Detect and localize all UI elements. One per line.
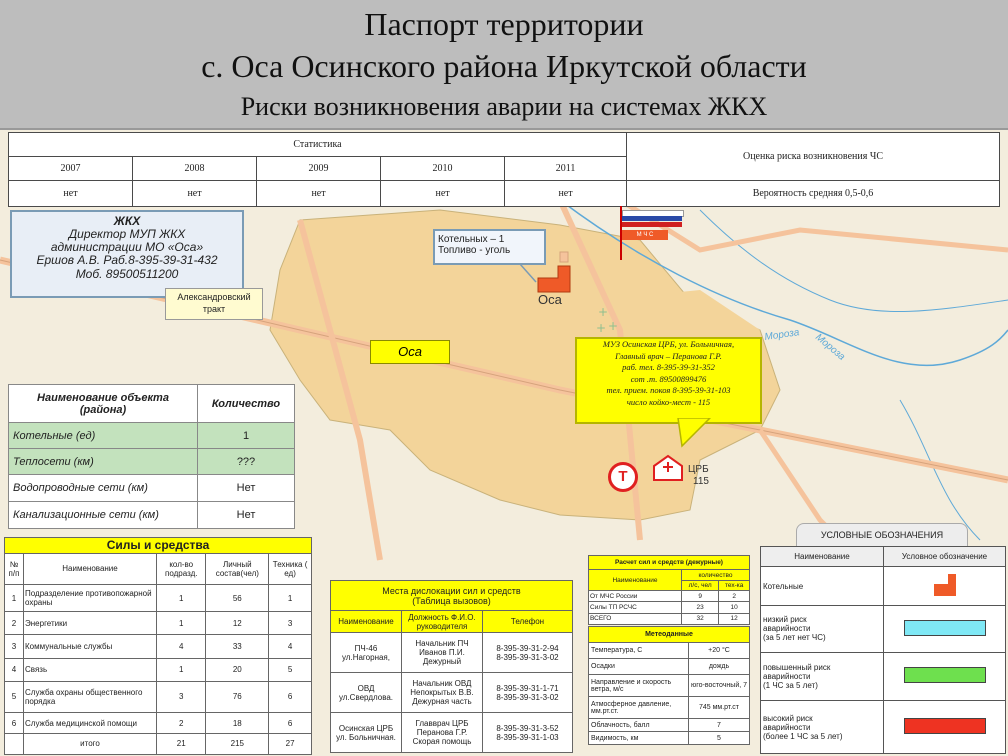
hospital-callout-pointer xyxy=(676,418,716,448)
object-name: Котельные (ед) xyxy=(9,423,198,449)
calls-phone: 8-395-39-31-3-02 xyxy=(496,692,559,702)
calc-cell: ВСЕГО xyxy=(589,613,682,624)
calls-person: Скорая помощь xyxy=(412,737,472,746)
forces-cell: 3 xyxy=(5,635,24,658)
river-label-1: Мороза xyxy=(763,327,801,343)
boiler-icon xyxy=(518,262,574,296)
calls-title: Места дислокации сил и средств xyxy=(382,585,521,596)
forces-header: № п/п xyxy=(5,553,24,584)
calls-unit: Осинская ЦРБ xyxy=(338,723,394,733)
osa-label-box: Оса xyxy=(370,340,450,364)
calls-person: Дежурная часть xyxy=(412,697,472,706)
hospital-line: сот .т. 89500899476 xyxy=(630,373,707,384)
calls-address: ул.Нагорная, xyxy=(341,652,390,662)
meteo-param: Видимость, км xyxy=(589,732,689,745)
cross-symbol-2: + xyxy=(608,319,619,333)
calc-header-ls: л/с, чел xyxy=(682,580,719,590)
mchs-flag xyxy=(620,206,690,262)
calls-address: ул.Свердлова. xyxy=(338,692,394,702)
calls-phone: 8-395-39-31-1-71 xyxy=(496,683,559,693)
hospital-line: тел. прием. покоя 8-395-39-31-103 xyxy=(606,385,731,395)
meteo-value: 7 xyxy=(689,719,750,732)
stat-value: нет xyxy=(505,181,627,207)
object-name: Водопроводные сети (км) xyxy=(9,475,198,502)
forces-cell: 1 xyxy=(157,612,206,635)
force-calculation-table xyxy=(588,555,750,625)
legend-table xyxy=(760,546,1006,754)
hospital-icon xyxy=(652,454,686,482)
object-qty: Нет xyxy=(198,502,295,529)
forces-cell: 3 xyxy=(157,681,206,712)
objects-header-qty: Количество xyxy=(198,385,295,423)
calls-person: Главврач ЦРБ xyxy=(415,719,469,728)
meteo-param: Направление и скорость ветра, м/с xyxy=(589,675,689,697)
forces-cell: 4 xyxy=(157,635,206,658)
forces-cell: Подразделение противопожарной охраны xyxy=(24,585,157,612)
meteo-param: Осадки xyxy=(589,659,689,675)
calls-person: Непокрытых В.В. xyxy=(410,688,474,697)
calc-cell: От МЧС России xyxy=(589,591,682,602)
river-label-2: Мороза xyxy=(813,331,847,363)
forces-cell: Служба охраны общественного порядка xyxy=(24,681,157,712)
stats-title: Статистика xyxy=(9,133,627,157)
meteo-value: юго-восточный, 7 xyxy=(689,675,750,697)
cross-symbol-1: + xyxy=(598,305,609,319)
boiler-count: Котельных – 1 xyxy=(438,234,505,245)
meteo-title: Метеоданные xyxy=(589,627,750,643)
legend-high-label: аварийности xyxy=(763,722,811,732)
forces-cell: Служба медицинской помощи xyxy=(24,713,157,734)
forces-header: кол-во подразд. xyxy=(157,553,206,584)
object-qty: Нет xyxy=(198,475,295,502)
forces-cell: 76 xyxy=(206,681,269,712)
title-line-2: с. Оса Осинского района Иркутской области xyxy=(201,48,807,84)
low-risk-swatch xyxy=(904,620,986,636)
forces-cell: 5 xyxy=(5,681,24,712)
calls-person: Иванов П.И. xyxy=(419,648,465,657)
calls-phone: 8-395-39-31-1-03 xyxy=(496,732,559,742)
forces-cell: 6 xyxy=(5,713,24,734)
zhkh-line: Ершов А.В. Раб.8-395-39-31-432 xyxy=(36,253,218,267)
calc-header-name: Наименование xyxy=(589,570,682,591)
town-label: Оса xyxy=(538,292,562,307)
meteo-value: 5 xyxy=(689,732,750,745)
forces-cell: 21 xyxy=(157,733,206,754)
calc-cell: 10 xyxy=(719,602,750,613)
calc-header-tech: тех-ка xyxy=(719,580,750,590)
legend-elevated-label: (1 ЧС за 5 лет) xyxy=(763,680,818,690)
forces-header: Наименование xyxy=(24,553,157,584)
stat-value: нет xyxy=(381,181,505,207)
forces-header: Техника ( ед) xyxy=(269,553,312,584)
year-cell: 2009 xyxy=(257,157,381,181)
risk-header: Оценка риска возникновения ЧС xyxy=(627,133,1000,181)
hospital-line: МУЗ Осинская ЦРБ, ул. Больничная, xyxy=(602,339,735,349)
forces-cell: 1 xyxy=(157,658,206,681)
calc-header-qty: количество xyxy=(682,570,750,580)
zhkh-callout xyxy=(10,210,244,298)
stat-value: нет xyxy=(133,181,257,207)
calc-cell: 32 xyxy=(682,613,719,624)
road-marker xyxy=(560,252,568,262)
forces-cell: 27 xyxy=(269,733,312,754)
forces-table xyxy=(4,537,312,755)
forces-cell: 4 xyxy=(5,658,24,681)
forces-cell: 1 xyxy=(157,585,206,612)
forces-cell: 215 xyxy=(206,733,269,754)
year-cell: 2010 xyxy=(381,157,505,181)
year-cell: 2008 xyxy=(133,157,257,181)
year-cell: 2007 xyxy=(9,157,133,181)
legend-tab: УСЛОВНЫЕ ОБОЗНАЧЕНИЯ xyxy=(796,523,968,546)
calls-person: Начальник ОВД xyxy=(412,679,472,688)
mchs-label: М Ч С xyxy=(622,230,668,240)
object-qty: ??? xyxy=(198,449,295,475)
zhkh-title: ЖКХ xyxy=(113,214,141,228)
meteo-table xyxy=(588,626,750,745)
meteo-param: Облачность, балл xyxy=(589,719,689,732)
object-qty: 1 xyxy=(198,423,295,449)
objects-header-name: Наименование объекта (района) xyxy=(9,385,198,423)
legend-high-label: (более 1 ЧС за 5 лет) xyxy=(763,731,843,741)
calc-cell: 23 xyxy=(682,602,719,613)
calc-title: Расчет сил и средств (дежурные) xyxy=(589,556,750,570)
forces-cell: 33 xyxy=(206,635,269,658)
calls-person: Дежурный xyxy=(422,657,462,666)
hospital-line: число койко-мест - 115 xyxy=(626,396,711,407)
tract-label: Александровский тракт xyxy=(165,288,263,320)
hospital-callout xyxy=(575,337,762,424)
calls-phone: 8-395-39-31-3-02 xyxy=(496,652,559,662)
boiler-callout xyxy=(433,229,546,265)
forces-cell: 20 xyxy=(206,658,269,681)
high-risk-swatch xyxy=(904,718,986,734)
hospital-line: раб. тел. 8-395-39-31-352 xyxy=(622,362,715,372)
forces-header: Личный состав(чел) xyxy=(206,553,269,584)
legend-high-label: высокий риск xyxy=(763,713,813,723)
zhkh-line: Моб. 89500511200 xyxy=(75,267,179,281)
title-line-1: Паспорт территории xyxy=(364,6,644,42)
forces-cell xyxy=(5,733,24,754)
forces-cell: 1 xyxy=(269,585,312,612)
forces-cell: 18 xyxy=(206,713,269,734)
calls-person: Начальник ПЧ xyxy=(415,639,469,648)
forces-cell: Коммунальные службы xyxy=(24,635,157,658)
cross-symbol-3: + xyxy=(596,321,607,335)
hospital-line: Главный врач – Перанова Г.Р. xyxy=(615,350,722,361)
stat-value: нет xyxy=(9,181,133,207)
objects-table xyxy=(8,384,295,529)
meteo-value: 745 мм.рт.ст xyxy=(689,697,750,719)
legend-boilers-label: Котельные xyxy=(761,567,884,606)
meteo-param: Атмосферное давление, мм.рт.ст. xyxy=(589,697,689,719)
crb-label: ЦРБ xyxy=(688,464,709,475)
forces-cell: 1 xyxy=(5,585,24,612)
calc-cell: Силы ТП РСЧС xyxy=(589,602,682,613)
calls-address: ул. Больничная. xyxy=(336,732,396,742)
traffic-police-marker: Т xyxy=(608,462,638,492)
meteo-value: +20 °С xyxy=(689,643,750,659)
calls-unit: ПЧ-46 xyxy=(354,643,378,653)
calls-header: Наименование xyxy=(331,611,402,633)
forces-cell: 56 xyxy=(206,585,269,612)
stat-value: нет xyxy=(257,181,381,207)
legend-elevated-label: аварийности xyxy=(763,671,811,681)
legend-header-name: Наименование xyxy=(761,547,884,567)
object-name: Теплосети (км) xyxy=(9,449,198,475)
calls-header: Телефон xyxy=(483,611,573,633)
forces-cell: 6 xyxy=(269,713,312,734)
forces-cell: 5 xyxy=(269,658,312,681)
boiler-legend-icon xyxy=(930,572,960,598)
calls-phone: 8-395-39-31-3-52 xyxy=(496,723,559,733)
legend-low-label: низкий риск xyxy=(763,615,807,625)
statistics-table xyxy=(8,132,1000,207)
title-line-3: Риски возникновения аварии на системах ЖКХ xyxy=(240,92,768,121)
calls-subtitle: (Таблица вызовов) xyxy=(412,595,491,606)
zhkh-line: Директор МУП ЖКХ xyxy=(68,227,186,241)
forces-cell: Энергетики xyxy=(24,612,157,635)
forces-cell: Связь xyxy=(24,658,157,681)
header xyxy=(0,0,1008,130)
year-cell: 2011 xyxy=(505,157,627,181)
elevated-risk-swatch xyxy=(904,667,986,683)
meteo-value: дождь xyxy=(689,659,750,675)
forces-cell: 6 xyxy=(269,681,312,712)
forces-title: Силы и средства xyxy=(5,538,312,554)
legend-header-symbol: Условное обозначение xyxy=(884,547,1006,567)
object-name: Канализационные сети (км) xyxy=(9,502,198,529)
legend-low-label: (за 5 лет нет ЧС) xyxy=(763,633,826,643)
meteo-param: Температура, С xyxy=(589,643,689,659)
risk-value: Вероятность средняя 0,5-0,6 xyxy=(627,181,1000,207)
forces-cell: 2 xyxy=(157,713,206,734)
calls-table xyxy=(330,580,573,753)
calls-phone: 8-395-39-31-2-94 xyxy=(496,643,559,653)
calc-cell: 9 xyxy=(682,591,719,602)
boiler-fuel: Топливо - уголь xyxy=(438,245,511,256)
forces-cell: 3 xyxy=(269,612,312,635)
calc-cell: 12 xyxy=(719,613,750,624)
forces-cell: 4 xyxy=(269,635,312,658)
zhkh-line: администрации МО «Оса» xyxy=(50,240,204,254)
calc-cell: 2 xyxy=(719,591,750,602)
calls-unit: ОВД xyxy=(357,683,375,693)
forces-cell: 2 xyxy=(5,612,24,635)
forces-cell: 12 xyxy=(206,612,269,635)
crb-beds: 115 xyxy=(693,476,709,487)
calls-header: Должность Ф.И.О. руководителя xyxy=(402,611,483,633)
calls-person: Перанова Г.Р. xyxy=(416,728,468,737)
legend-elevated-label: повышенный риск xyxy=(763,662,831,672)
forces-cell: итого xyxy=(24,733,157,754)
legend-low-label: аварийности xyxy=(763,624,811,634)
